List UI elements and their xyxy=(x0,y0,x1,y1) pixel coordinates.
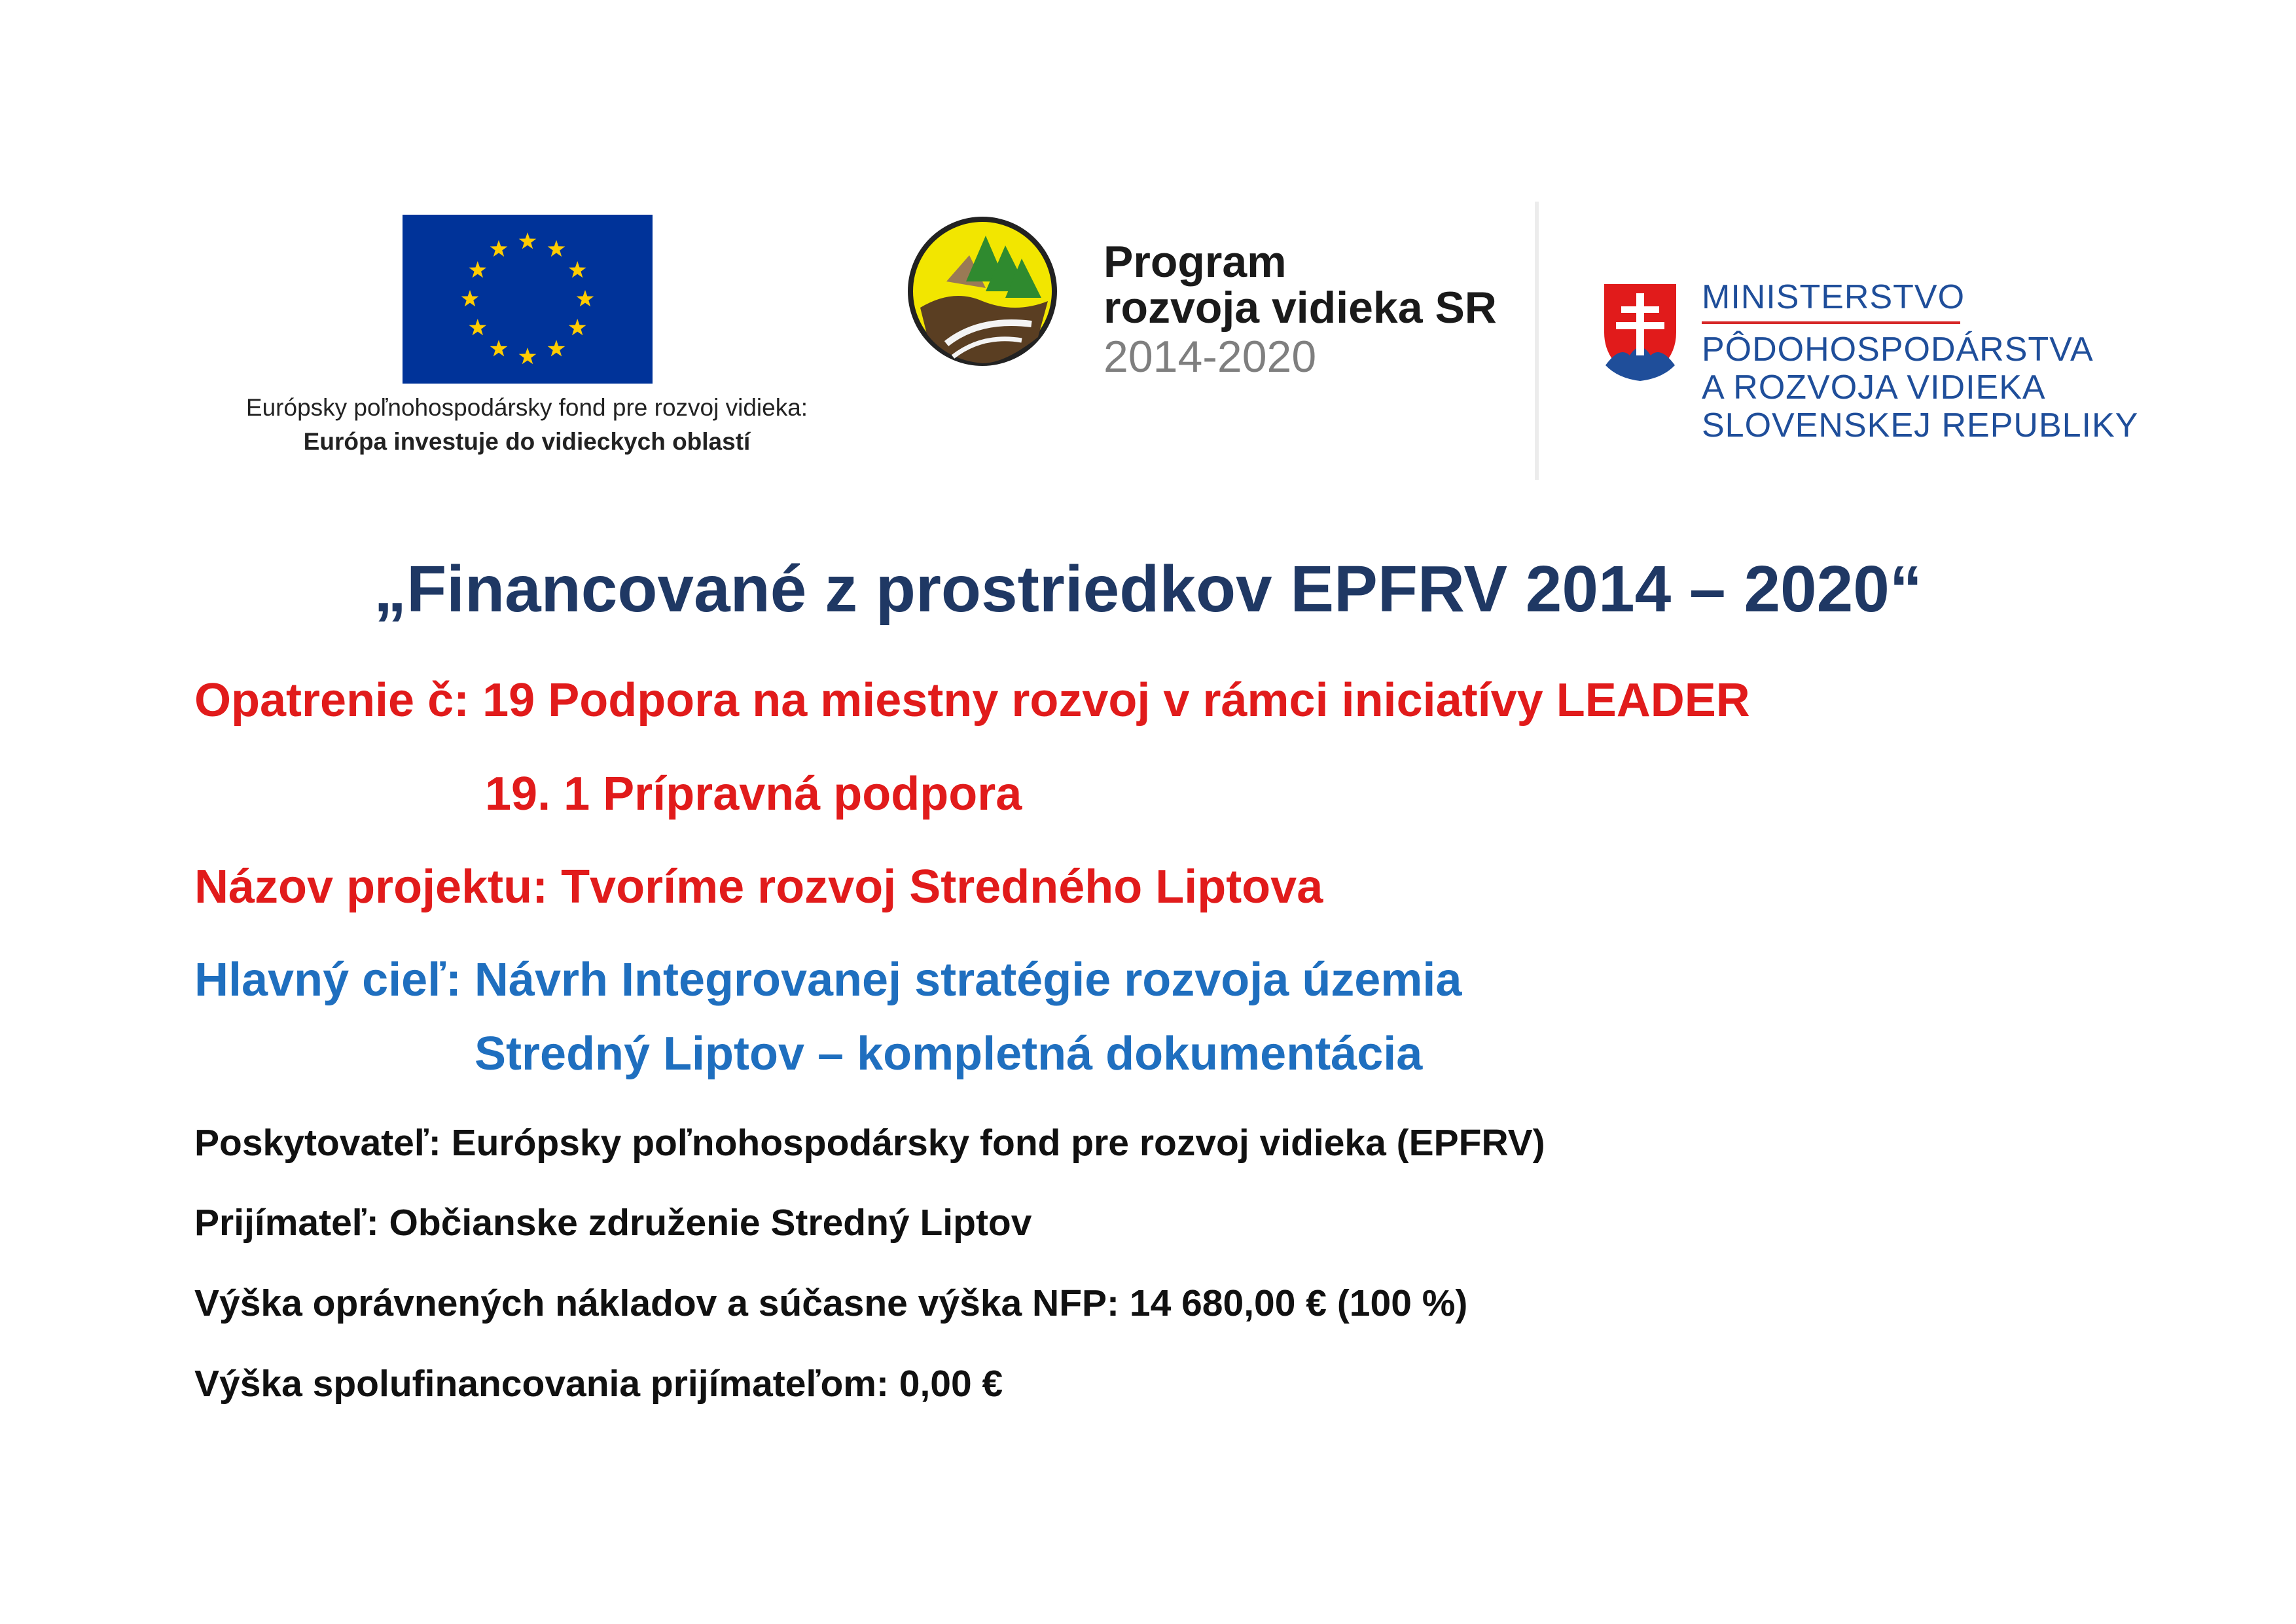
eu-flag-logo xyxy=(403,215,653,384)
eu-star-icon xyxy=(519,232,537,249)
ministry-line3: A ROZVOJA VIDIEKA xyxy=(1702,369,2046,406)
eu-stars-icon xyxy=(403,215,653,384)
cofinancing-line: Výška spolufinancovania prijímateľom: 0,00 € xyxy=(194,1363,1003,1405)
eu-star-icon xyxy=(569,261,586,278)
prv-years: 2014-2020 xyxy=(1103,332,1317,382)
recipient-line: Prijímateľ: Občianske združenie Stredný Liptov xyxy=(194,1202,1032,1244)
eu-star-icon xyxy=(490,240,508,257)
eu-star-icon xyxy=(577,290,594,306)
eu-fund-caption xyxy=(196,391,857,459)
prv-title-line2: rozvoja vidieka SR xyxy=(1103,283,1497,333)
ministry-line2: PÔDOHOSPODÁRSTVA xyxy=(1702,331,2094,369)
page-headline: „Financované z prostriedkov EPFRV 2014 – 2020“ xyxy=(374,552,1922,626)
prv-emblem-logo xyxy=(907,209,1058,373)
main-goal-line2: Stredný Liptov – kompletná dokumentácia xyxy=(475,1028,1423,1080)
eu-star-icon xyxy=(490,340,508,356)
eu-star-icon xyxy=(548,340,565,356)
eu-star-icon xyxy=(569,319,586,335)
prv-title-line1: Program xyxy=(1103,237,1287,287)
eu-star-icon xyxy=(469,261,487,278)
sub-measure-line: 19. 1 Prípravná podpora xyxy=(485,768,1022,820)
logo-divider xyxy=(1535,202,1539,480)
eu-star-icon xyxy=(519,348,537,364)
ministry-title xyxy=(1702,278,2138,444)
eu-star-icon xyxy=(548,240,565,257)
eu-star-icon xyxy=(469,319,487,335)
provider-line: Poskytovateľ: Európsky poľnohospodársky fond pre rozvoj vidieka (EPFRV) xyxy=(194,1122,1545,1164)
eu-caption-line2: Európa investuje do vidieckych oblastí xyxy=(303,428,751,455)
slovak-coat-of-arms-icon xyxy=(1600,280,1680,385)
eu-caption-line1: Európsky poľnohospodársky fond pre rozvoj vidieka: xyxy=(245,394,808,421)
prv-title xyxy=(1103,239,1497,383)
eu-star-icon xyxy=(461,290,479,306)
ministry-line4: SLOVENSKEJ REPUBLIKY xyxy=(1702,406,2139,444)
measure-line: Opatrenie č: 19 Podpora na miestny rozvoj v rámci iniciatívy LEADER xyxy=(194,674,1750,727)
ministry-red-rule xyxy=(1702,321,1960,324)
ministry-line1: MINISTERSTVO xyxy=(1702,278,1965,316)
main-goal-line1: Hlavný cieľ: Návrh Integrovanej stratégie rozvoja územia xyxy=(194,954,1462,1006)
project-name-line: Názov projektu: Tvoríme rozvoj Stredného Liptova xyxy=(194,861,1323,913)
eligible-costs-line: Výška oprávnených nákladov a súčasne výška NFP: 14 680,00 € (100 %) xyxy=(194,1282,1468,1324)
